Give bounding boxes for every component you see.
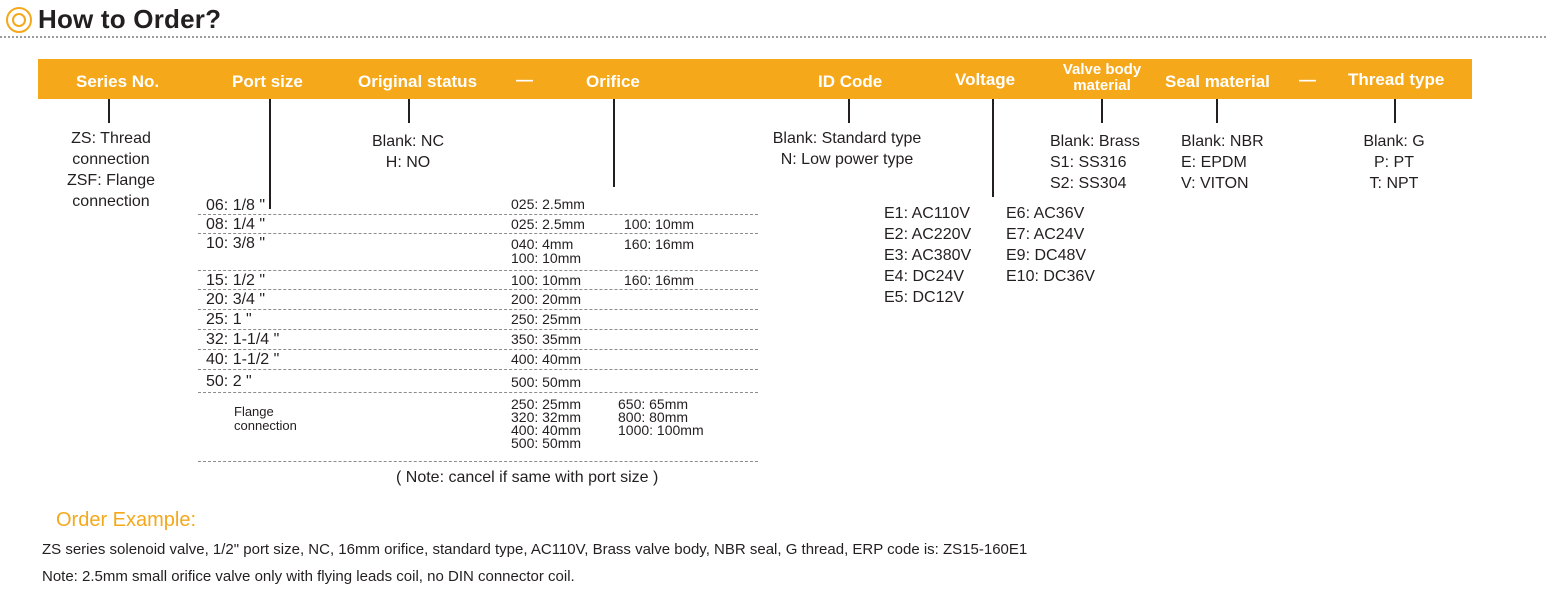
table-row (198, 393, 758, 462)
port-size-cell: 20: 3/4 " (206, 291, 266, 308)
header-orifice: Orifice (586, 72, 640, 91)
orifice-cell: 160: 16mm (624, 236, 695, 252)
voltage-options-col2 (1006, 203, 1095, 287)
order-example-title: Order Example: (56, 509, 197, 531)
status-option-line: H: NO (385, 154, 431, 171)
voltage-option: E7: AC24V (1006, 226, 1085, 243)
orifice-cell: 500: 50mm (511, 374, 582, 390)
series-options (52, 128, 170, 212)
header-valve-body-line2: material (1073, 77, 1131, 94)
orifice-cell: 400: 40mm (511, 351, 582, 367)
header-voltage: Voltage (955, 70, 1016, 89)
voltage-option: E3: AC380V (884, 247, 972, 264)
port-size-cell: 15: 1/2 " (206, 272, 266, 289)
status-connector-line (408, 99, 410, 123)
valve-body-option: S2: SS304 (1050, 175, 1127, 192)
id-code-option-line: Blank: Standard type (772, 130, 922, 147)
port-size-cell: 08: 1/4 " (206, 216, 266, 233)
header-original-status: Original status (358, 72, 478, 91)
orifice-cell: 650: 65mm (618, 396, 689, 412)
header-port-size: Port size (232, 72, 303, 91)
id-code-options (744, 128, 950, 170)
voltage-option: E1: AC110V (884, 205, 970, 222)
series-connector-line (108, 99, 110, 123)
valve-body-option: Blank: Brass (1050, 133, 1140, 150)
id-code-connector-line (848, 99, 850, 123)
series-option-line: ZS: Thread (71, 130, 151, 147)
header-series-no: Series No. (76, 72, 160, 91)
orifice-cell: 100: 10mm (624, 216, 695, 232)
voltage-connector-line (992, 99, 994, 197)
orifice-cell: 320: 32mm (511, 409, 582, 425)
seal-connector-line (1216, 99, 1218, 123)
orifice-cell: 1000: 100mm (618, 422, 704, 438)
voltage-option: E5: DC12V (884, 289, 965, 306)
voltage-option: E10: DC36V (1006, 268, 1095, 285)
header-valve-body-material (1052, 62, 1152, 94)
port-size-cell: 25: 1 " (206, 311, 252, 328)
port-size-cell: 32: 1-1/4 " (206, 331, 280, 348)
table-note: ( Note: cancel if same with port size ) (396, 469, 659, 486)
thread-connector-line (1394, 99, 1396, 123)
id-code-option-line: N: Low power type (780, 151, 914, 168)
seal-option: E: EPDM (1181, 154, 1247, 171)
port-size-cell: 06: 1/8 " (206, 197, 266, 214)
flange-label: connection (234, 418, 297, 433)
orifice-cell: 400: 40mm (511, 422, 582, 438)
table-row (198, 350, 758, 370)
header-id-code: ID Code (818, 72, 883, 91)
header-dash: — (516, 70, 533, 89)
order-example-text: ZS series solenoid valve, 1/2" port size, NC, 16mm orifice, standard type, AC110V, Brass valve body, NBR seal, G thread, ERP code is: ZS15-160E1 (42, 541, 1028, 558)
port-size-cell: 10: 3/8 " (206, 235, 266, 252)
order-example-note: Note: 2.5mm small orifice valve only with flying leads coil, no DIN connector coil. (42, 568, 575, 585)
table-row (198, 234, 758, 271)
status-options (358, 131, 458, 173)
table-row (198, 370, 758, 393)
table-row (198, 196, 758, 215)
header-seal-material: Seal material (1165, 72, 1270, 91)
thread-options (1344, 131, 1444, 194)
table-row (198, 310, 758, 330)
title-divider (0, 36, 1546, 38)
page-heading (6, 2, 221, 36)
orifice-cell: 025: 2.5mm (511, 216, 585, 232)
orifice-cell: 100: 10mm (511, 250, 582, 266)
orifice-cell: 250: 25mm (511, 396, 582, 412)
double-circle-icon (6, 7, 32, 33)
port-size-cell: 50: 2 " (206, 373, 252, 390)
table-row (198, 290, 758, 310)
series-option-line: connection (72, 193, 150, 210)
valve-body-options (1050, 131, 1140, 194)
orifice-cell: 160: 16mm (624, 272, 695, 288)
status-option-line: Blank: NC (371, 133, 445, 150)
header-thread-type: Thread type (1348, 70, 1445, 89)
voltage-option: E9: DC48V (1006, 247, 1087, 264)
orifice-cell: 200: 20mm (511, 291, 582, 307)
header-valve-body-line1: Valve body (1062, 61, 1142, 78)
orifice-cell: 025: 2.5mm (511, 196, 585, 212)
orifice-cell: 250: 25mm (511, 311, 582, 327)
valve-body-connector-line (1101, 99, 1103, 123)
voltage-option: E6: AC36V (1006, 205, 1085, 222)
table-row (198, 271, 758, 290)
voltage-option: E2: AC220V (884, 226, 972, 243)
header-dash-2: — (1299, 70, 1316, 89)
flange-label: Flange (234, 404, 274, 419)
orifice-cell: 500: 50mm (511, 435, 582, 451)
orifice-cell: 350: 35mm (511, 331, 582, 347)
page-title: How to Order? (38, 3, 222, 34)
series-option-line: connection (72, 151, 150, 168)
port-size-cell: 40: 1-1/2 " (206, 351, 280, 368)
table-row (198, 215, 758, 234)
seal-option: V: VITON (1181, 175, 1249, 192)
series-option-line: ZSF: Flange (66, 172, 156, 189)
orifice-cell: 100: 10mm (511, 272, 582, 288)
seal-option: Blank: NBR (1181, 133, 1264, 150)
seal-options (1181, 131, 1264, 194)
thread-option: T: NPT (1369, 175, 1419, 192)
voltage-option: E4: DC24V (884, 268, 965, 285)
port-size-connector-line (269, 99, 271, 209)
orifice-connector-line (613, 99, 615, 187)
valve-body-option: S1: SS316 (1050, 154, 1127, 171)
table-row (198, 330, 758, 350)
orifice-cell: 800: 80mm (618, 409, 689, 425)
orifice-cell: 040: 4mm (511, 236, 574, 252)
thread-option: P: PT (1373, 154, 1414, 171)
thread-option: Blank: G (1363, 133, 1425, 150)
voltage-options-col1 (884, 203, 971, 308)
